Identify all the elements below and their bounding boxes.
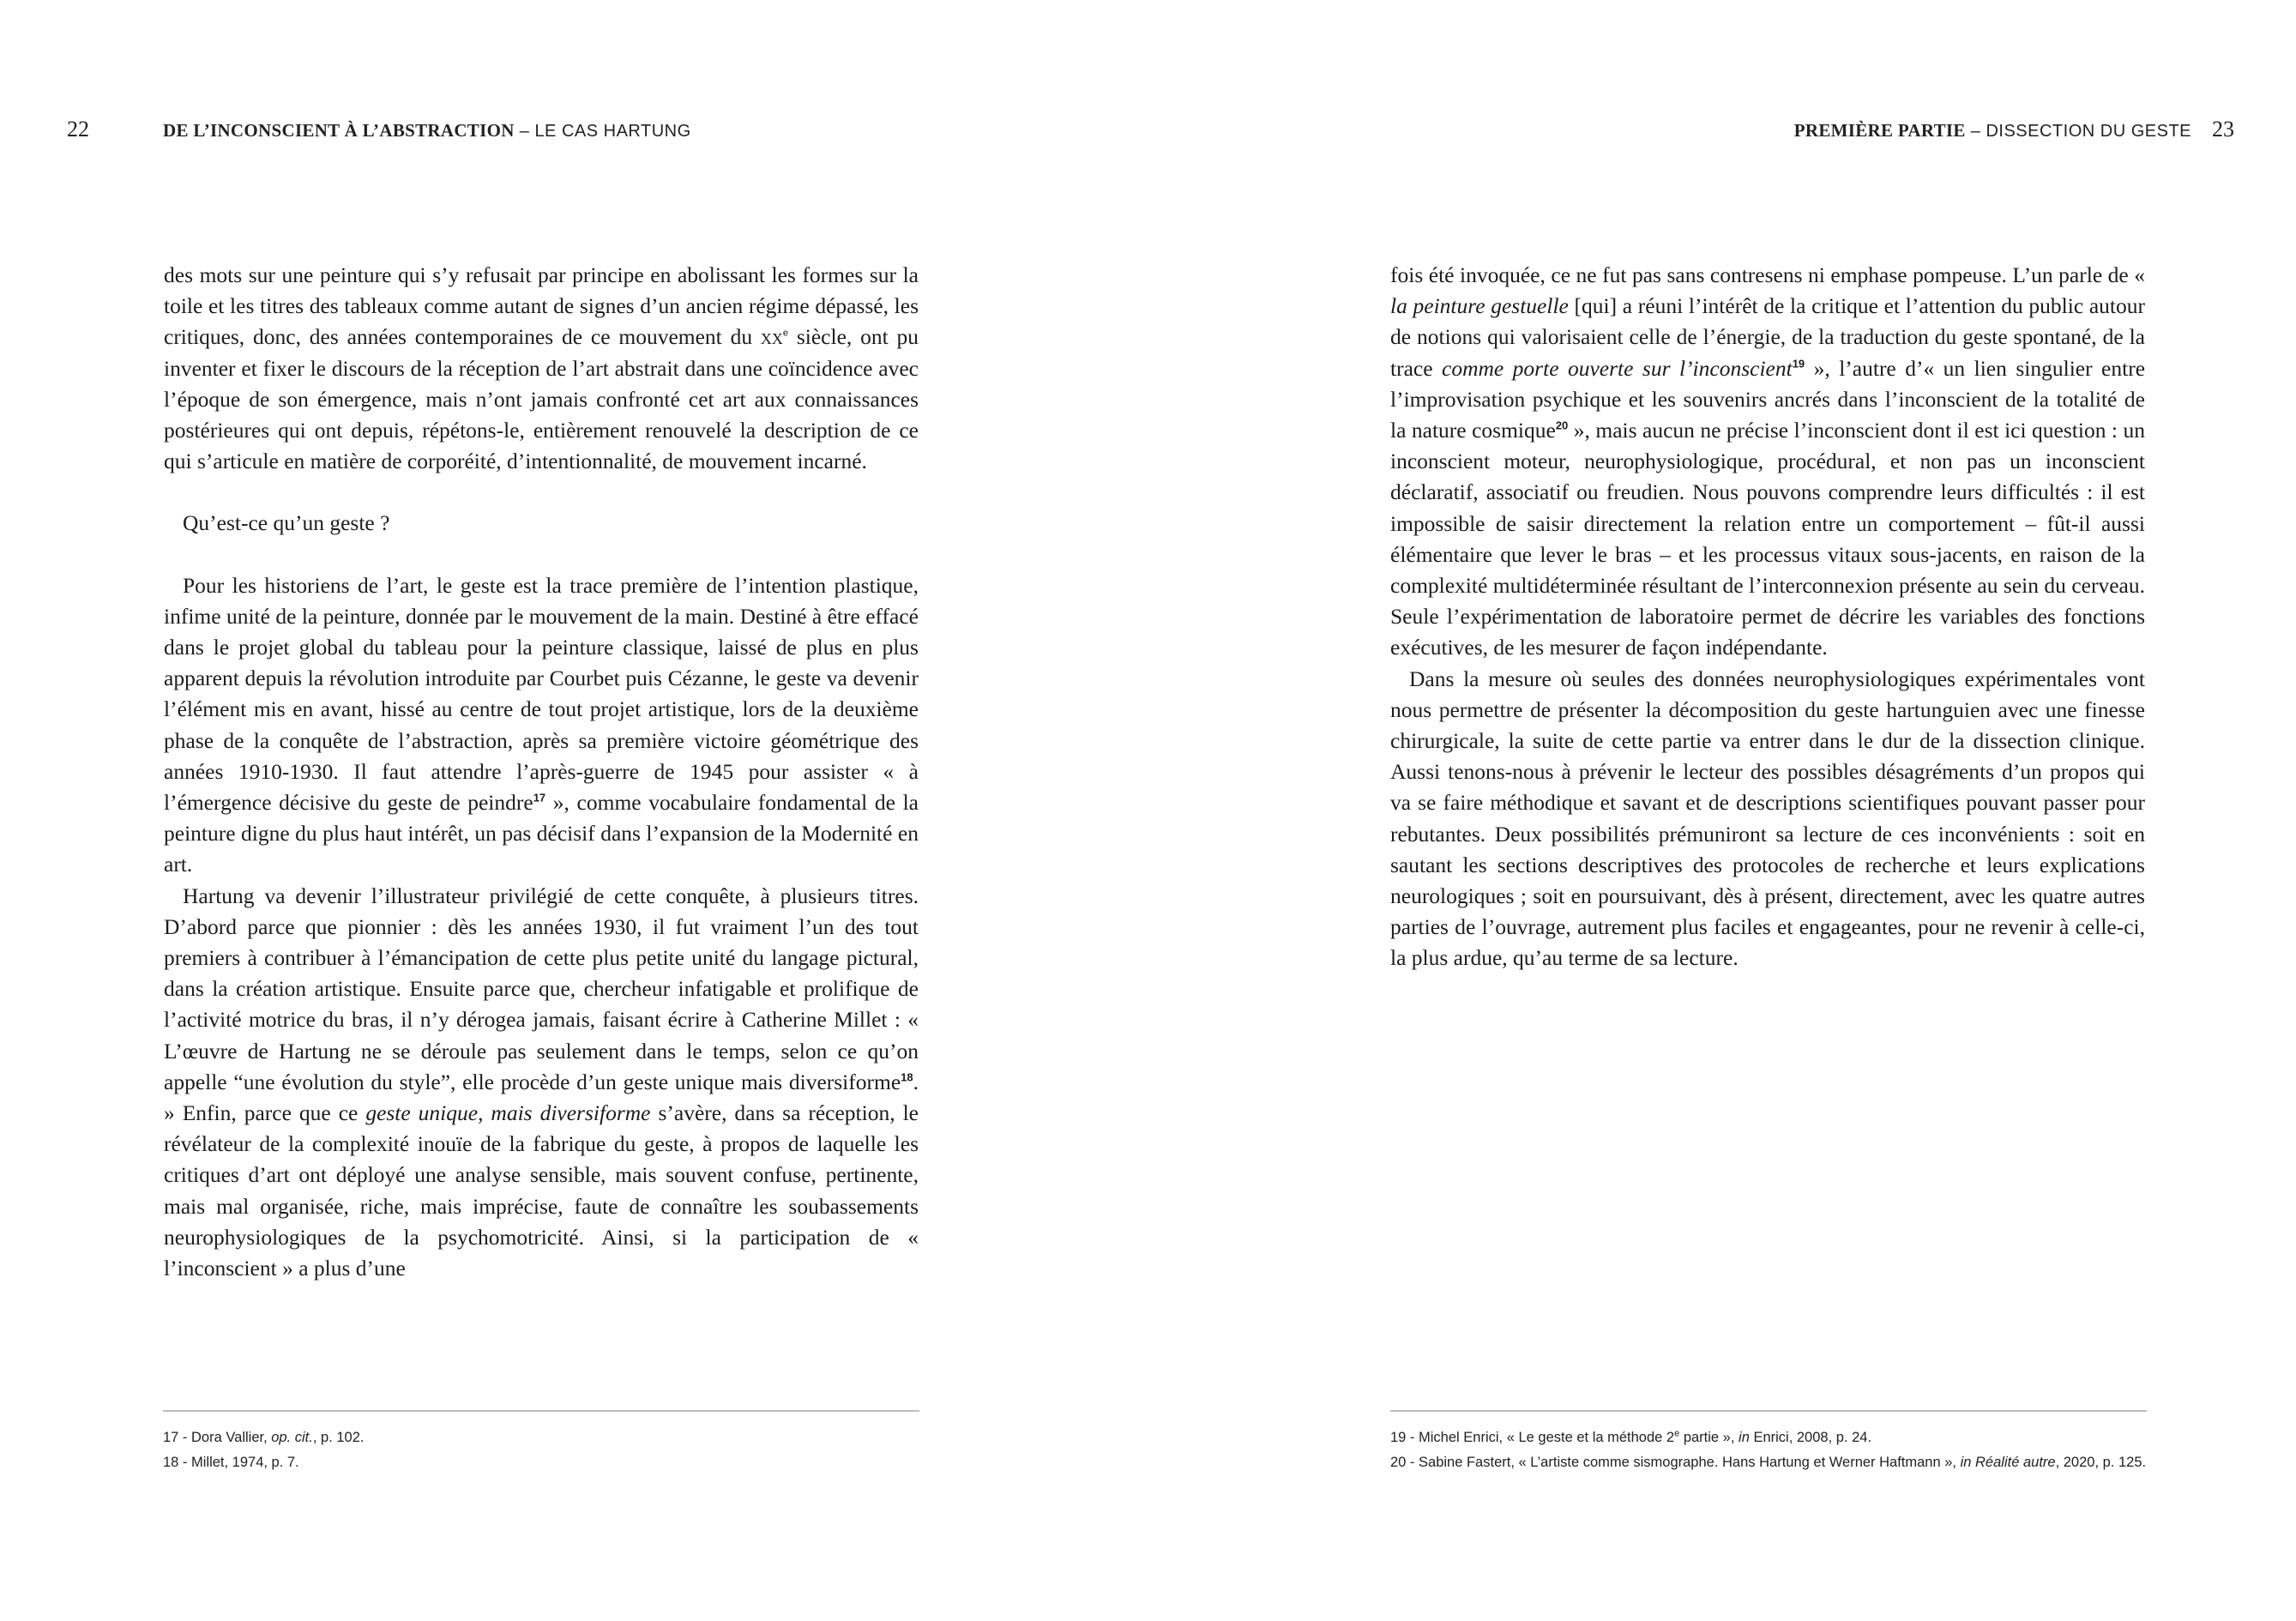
- footnote: 20 - Sabine Fastert, « L’artiste comme sismographe. Hans Hartung et Werner Haftmann », in Réalité autre, 2020, p. 125.: [1390, 1455, 2147, 1470]
- paragraph: des mots sur une peinture qui s’y refusait par principe en abolissant les formes sur la toile et les titres des tableaux comme autant de signes d’un ancien régime dépassé, les critiques, donc, des années contemporaines de ce mouvement du xx$^e$ siècle, ont pu inventer et fixer le discours de la réception de l’art abstrait dans une coïncidence avec l’époque de son émergence, mais n’ont jamais confronté cet art aux connaissances postérieures qui ont depuis, répétons-le, entièrement renouvelé la description de ce qui s’articule en matière de corporéité, d’intentionnalité, de mouvement incarné.: [164, 262, 919, 474]
- paragraph: Dans la mesure où seules des données neurophysiologiques expérimentales vont nous permettre de présenter la décomposition du geste hartunguien avec une finesse chirurgicale, la suite de cette partie va entrer dans le dur de la dissection clinique. Aussi tenons-nous à prévenir le lecteur des possibles désagréments d’un propos qui va se faire méthodique et savant et de descriptions scientifiques pouvant passer pour rebutantes. Deux possibilités prémuniront sa lecture de ces inconvénients : soit en sautant les sections descriptives des protocoles de recherche et leurs explications neurologiques ; soit en poursuivant, dès à présent, directement, avec les quatre autres parties de l’ouvrage, autrement plus faciles et engageantes, pour ne revenir à celle-ci, la plus ardue, qu’au terme de sa lecture.: [1390, 666, 2145, 971]
- body-text: [1390, 260, 2145, 974]
- footnote: 17 - Dora Vallier, op. cit., p. 102.: [163, 1430, 365, 1445]
- paragraph: Hartung va devenir l’illustrateur privilégié de cette conquête, à plusieurs titres. D’abord parce que pionnier : dès les années 1930, il fut vraiment l’un des tout premiers à contribuer à l’émancipation de cette plus petite unité du langage pictural, dans la création artistique. Ensuite parce que, chercheur infatigable et prolifique de l’activité motrice du bras, il n’y dérogea jamais, faisant écrire à Catherine Millet : « L’œuvre de Hartung ne se déroule pas seulement dans le temps, selon ce qu’on appelle “une évolution du style”, elle procède d’un geste unique mais diversiforme$^{18}$. » Enfin, parce que ce geste unique, mais diversiforme s’avère, dans sa réception, le révélateur de la complexité inouïe de la fabrique du geste, à propos de laquelle les critiques d’art ont déployé une analyse sensible, mais souvent confuse, pertinente, mais mal organisée, riche, mais imprécise, faute de connaître les soubassements neurophysiologiques de la psychomotricité. Ainsi, si la participation de « l’inconscient » a plus d’une: [164, 883, 919, 1281]
- footnote: 19 - Michel Enrici, « Le geste et la méthode 2e partie », in Enrici, 2008, p. 24.: [1390, 1428, 1872, 1445]
- page-number: 23: [2212, 117, 2234, 142]
- section-question: Qu’est-ce qu’un geste ?: [183, 510, 390, 536]
- running-head-dash: –: [514, 122, 535, 141]
- running-head-title: DE L’INCONSCIENT À L’ABSTRACTION: [163, 120, 515, 141]
- running-head-title: PREMIÈRE PARTIE: [1793, 120, 1966, 141]
- footnote-ref[interactable]: 18: [901, 1070, 913, 1084]
- running-head-dash: –: [1965, 122, 1986, 141]
- footnote-ref[interactable]: 20: [1555, 419, 1569, 432]
- footnotes: [163, 1410, 919, 1475]
- footnotes: [1390, 1410, 2147, 1475]
- page-number: 22: [67, 117, 89, 142]
- footnote-ref[interactable]: 17: [533, 791, 546, 804]
- running-head-subtitle: LE CAS HARTUNG: [534, 122, 691, 141]
- footnote: 18 - Millet, 1974, p. 7.: [163, 1455, 299, 1470]
- body-text: [164, 260, 919, 1284]
- running-head-subtitle: DISSECTION DU GESTE: [1986, 122, 2191, 141]
- footnote-ref[interactable]: 19: [1792, 357, 1805, 371]
- right-page: [1148, 0, 2296, 1621]
- running-head: [1794, 118, 2191, 144]
- paragraph: Pour les historiens de l’art, le geste est la trace première de l’intention plastique, infime unité de la peinture, donnée par le mouvement de la main. Destiné à être effacé dans le projet global du tableau pour la peinture classique, laissé de plus en plus apparent depuis la révolution introduite par Courbet puis Cézanne, le geste va devenir l’élément mis en avant, hissé au centre de tout projet artistique, lors de la deuxième phase de la conquête de l’abstraction, après sa première victoire géométrique des années 1910-1930. Il faut attendre l’après-guerre de 1945 pour assister « à l’émergence décisive du geste de peindre$^{17}$ », comme vocabulaire fondamental de la peinture digne du plus haut intérêt, un pas décisif dans l’expansion de la Modernité en art.: [164, 572, 919, 877]
- paragraph: fois été invoquée, ce ne fut pas sans contresens ni emphase pompeuse. L’un parle de « la peinture gestuelle [qui] a réuni l’intérêt de la critique et l’attention du public autour de notions qui valorisaient celle de l’énergie, de la traduction du geste spontané, de la trace comme porte ouverte sur l’inconscient$^{19}$ », l’autre d’« un lien singulier entre l’improvisation psychique et les souvenirs ancrés dans l’inconscient de la totalité de la nature cosmique$^{20}$ », mais aucun ne précise l’inconscient dont il est ici question : un inconscient moteur, neurophysiologique, procédural, et non pas un inconscient déclaratif, associatif ou freudien. Nous pouvons comprendre leurs difficultés : il est impossible de saisir directement la relation entre un comportement – fût-il aussi élémentaire que lever le bras – et les processus vitaux sous-jacents, en raison de la complexité multidéterminée résultant de l’interconnexion présente au sein du cerveau. Seule l’expérimentation de laboratoire permet de décrire les variables des fonctions exécutives, de les mesurer de façon indépendante.: [1390, 262, 2146, 660]
- running-head: [163, 118, 691, 144]
